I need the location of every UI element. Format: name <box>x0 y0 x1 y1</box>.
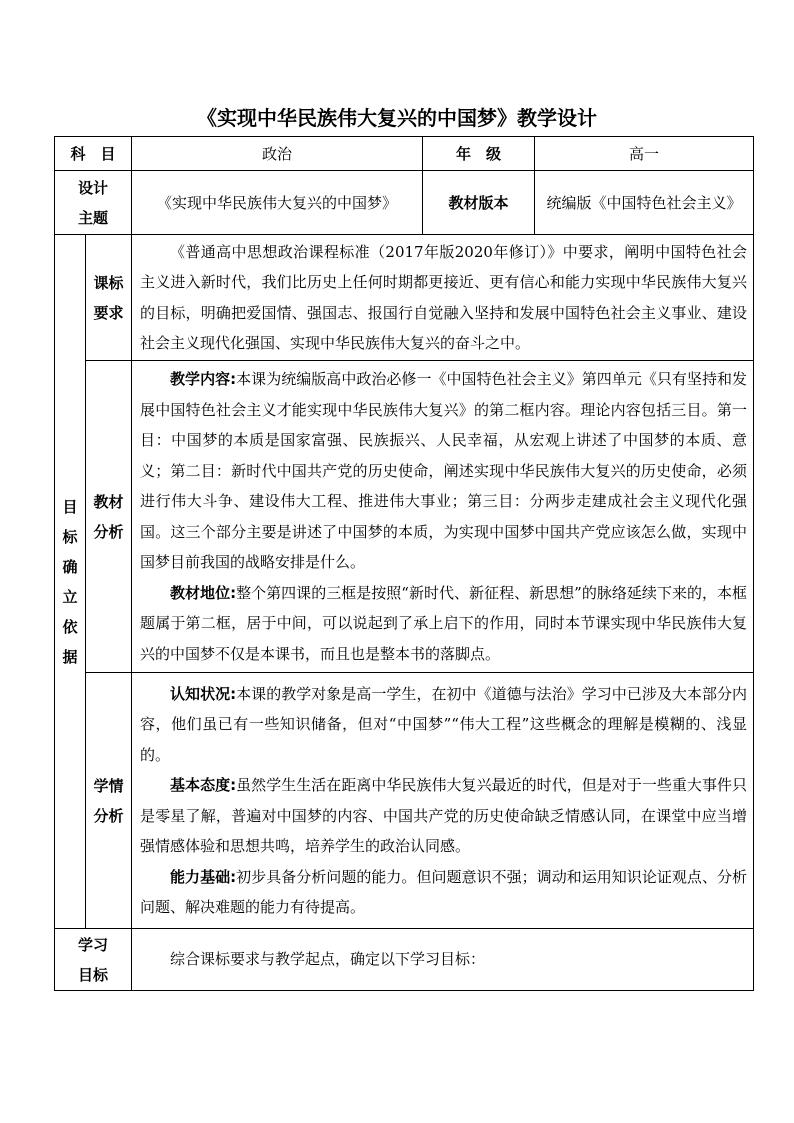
edition-value-cell <box>535 171 754 235</box>
textbook-label-cell <box>86 361 132 673</box>
ability-text: 初步具备分析问题的能力。但问题意识不强；调动和运用知识论证观点、分析问题、解决难题的能力有待提高。 <box>140 867 748 916</box>
cognition-text: 本课的教学对象是高一学生，在初中《道德与法治》学习中已涉及大本部分内容，他们虽已有一些知识储备，但对“中国梦”“伟大工程”这些概念的理解是模糊的、浅显的。 <box>140 684 748 764</box>
curriculum-label: 课标要求 <box>93 273 124 322</box>
theme-label: 设计主题 <box>77 178 108 227</box>
ability-title: 能力基础: <box>170 867 237 886</box>
goals-row <box>55 929 754 991</box>
document-title: 《实现中华民族伟大复兴的中国梦》教学设计 <box>197 106 597 130</box>
attitude-paragraph <box>132 770 753 862</box>
ability-paragraph <box>132 862 753 923</box>
position-text: 整个第四课的三框是按照“新时代、新征程、新思想”的脉络延续下来的，本框题属于第二框，居于中间，可以说起到了承上启下的作用，同时本节课实现中华民族伟大复兴的中国梦不仅是本课书，而且也是整本书的落脚点。 <box>140 583 748 663</box>
learner-label: 学情分析 <box>93 776 124 825</box>
theme-value: 《实现中华民族伟大复兴的中国梦》 <box>132 171 423 235</box>
attitude-text: 虽然学生生活在距离中华民族伟大复兴最近的时代，但是对于一些重大事件只是零星了解，普遍对中国梦的内容、中国共产党的历史使命缺乏情感认同，在课堂中应当增强情感体验和思想共鸣，培养学生的政治认同感。 <box>140 776 748 855</box>
edition-label: 教材版本 <box>423 171 535 235</box>
learner-row <box>55 673 754 929</box>
goals-label: 学习目标 <box>77 935 108 984</box>
grade-label: 年 级 <box>423 137 535 171</box>
subject-label: 科 目 <box>55 137 132 171</box>
content-title: 教学内容: <box>170 370 237 388</box>
position-title: 教材地位: <box>170 583 237 602</box>
curriculum-text: 《普通高中思想政治课程标准（2017年版2020年修订）》中要求，阐明中国特色社会主义进入新时代，我们比历史上任何时期都更接近、更有信心和能力实现中华民族伟大复兴的目标，明确把爱国情、强国志、报国行自觉融入坚持和发展中国特色社会主义事业、建设社会主义现代化强国、实现中华民族伟大复兴的奋斗之中。 <box>140 242 748 352</box>
goals-text-cell <box>132 929 754 991</box>
grade-value: 高一 <box>535 137 754 171</box>
attitude-title: 基本态度: <box>170 776 237 794</box>
learner-label-cell <box>86 673 132 929</box>
theme-label-cell <box>55 171 132 235</box>
cognition-paragraph <box>132 679 753 771</box>
basis-label-cell <box>55 235 86 929</box>
textbook-row <box>55 361 754 673</box>
curriculum-row <box>55 235 754 361</box>
curriculum-label-cell <box>86 235 132 361</box>
learner-text-cell <box>132 673 754 929</box>
textbook-label: 教材分析 <box>93 492 124 541</box>
textbook-content-paragraph <box>132 364 753 578</box>
textbook-position-paragraph <box>132 578 753 670</box>
subject-value: 政治 <box>132 137 423 171</box>
content-text: 本课为统编版高中政治必修一《中国特色社会主义》第四单元《只有坚持和发展中国特色社会主义才能实现中华民族伟大复兴》的第二框内容。理论内容包括三目。第一目：中国梦的本质是国家富强、民族振兴、人民幸福，从宏观上讲述了中国梦的本质、意义；第二目：新时代中国共产党的历史使命，阐述实现中华民族伟大复兴的历史使命，必须进行伟大斗争、建设伟大工程、推进伟大事业；第三目：分两步走建成社会主义现代化强国。这三个部分主要是讲述了中国梦的本质，为实现中国梦中国共产党应该怎么做，实现中国梦目前我国的战略安排是什么。 <box>140 370 748 571</box>
lesson-design-table <box>54 136 754 991</box>
edition-value: 统编版《中国特色社会主义》 <box>546 193 742 212</box>
basis-label: 目标确立依据 <box>62 497 78 666</box>
subject-row <box>55 137 754 171</box>
theme-row <box>55 171 754 235</box>
curriculum-text-cell <box>132 235 754 361</box>
goals-text: 综合课标要求与教学起点，确定以下学习目标： <box>170 950 486 969</box>
cognition-title: 认知状况: <box>170 684 237 703</box>
textbook-text-cell <box>132 361 754 673</box>
goals-label-cell <box>55 929 132 991</box>
